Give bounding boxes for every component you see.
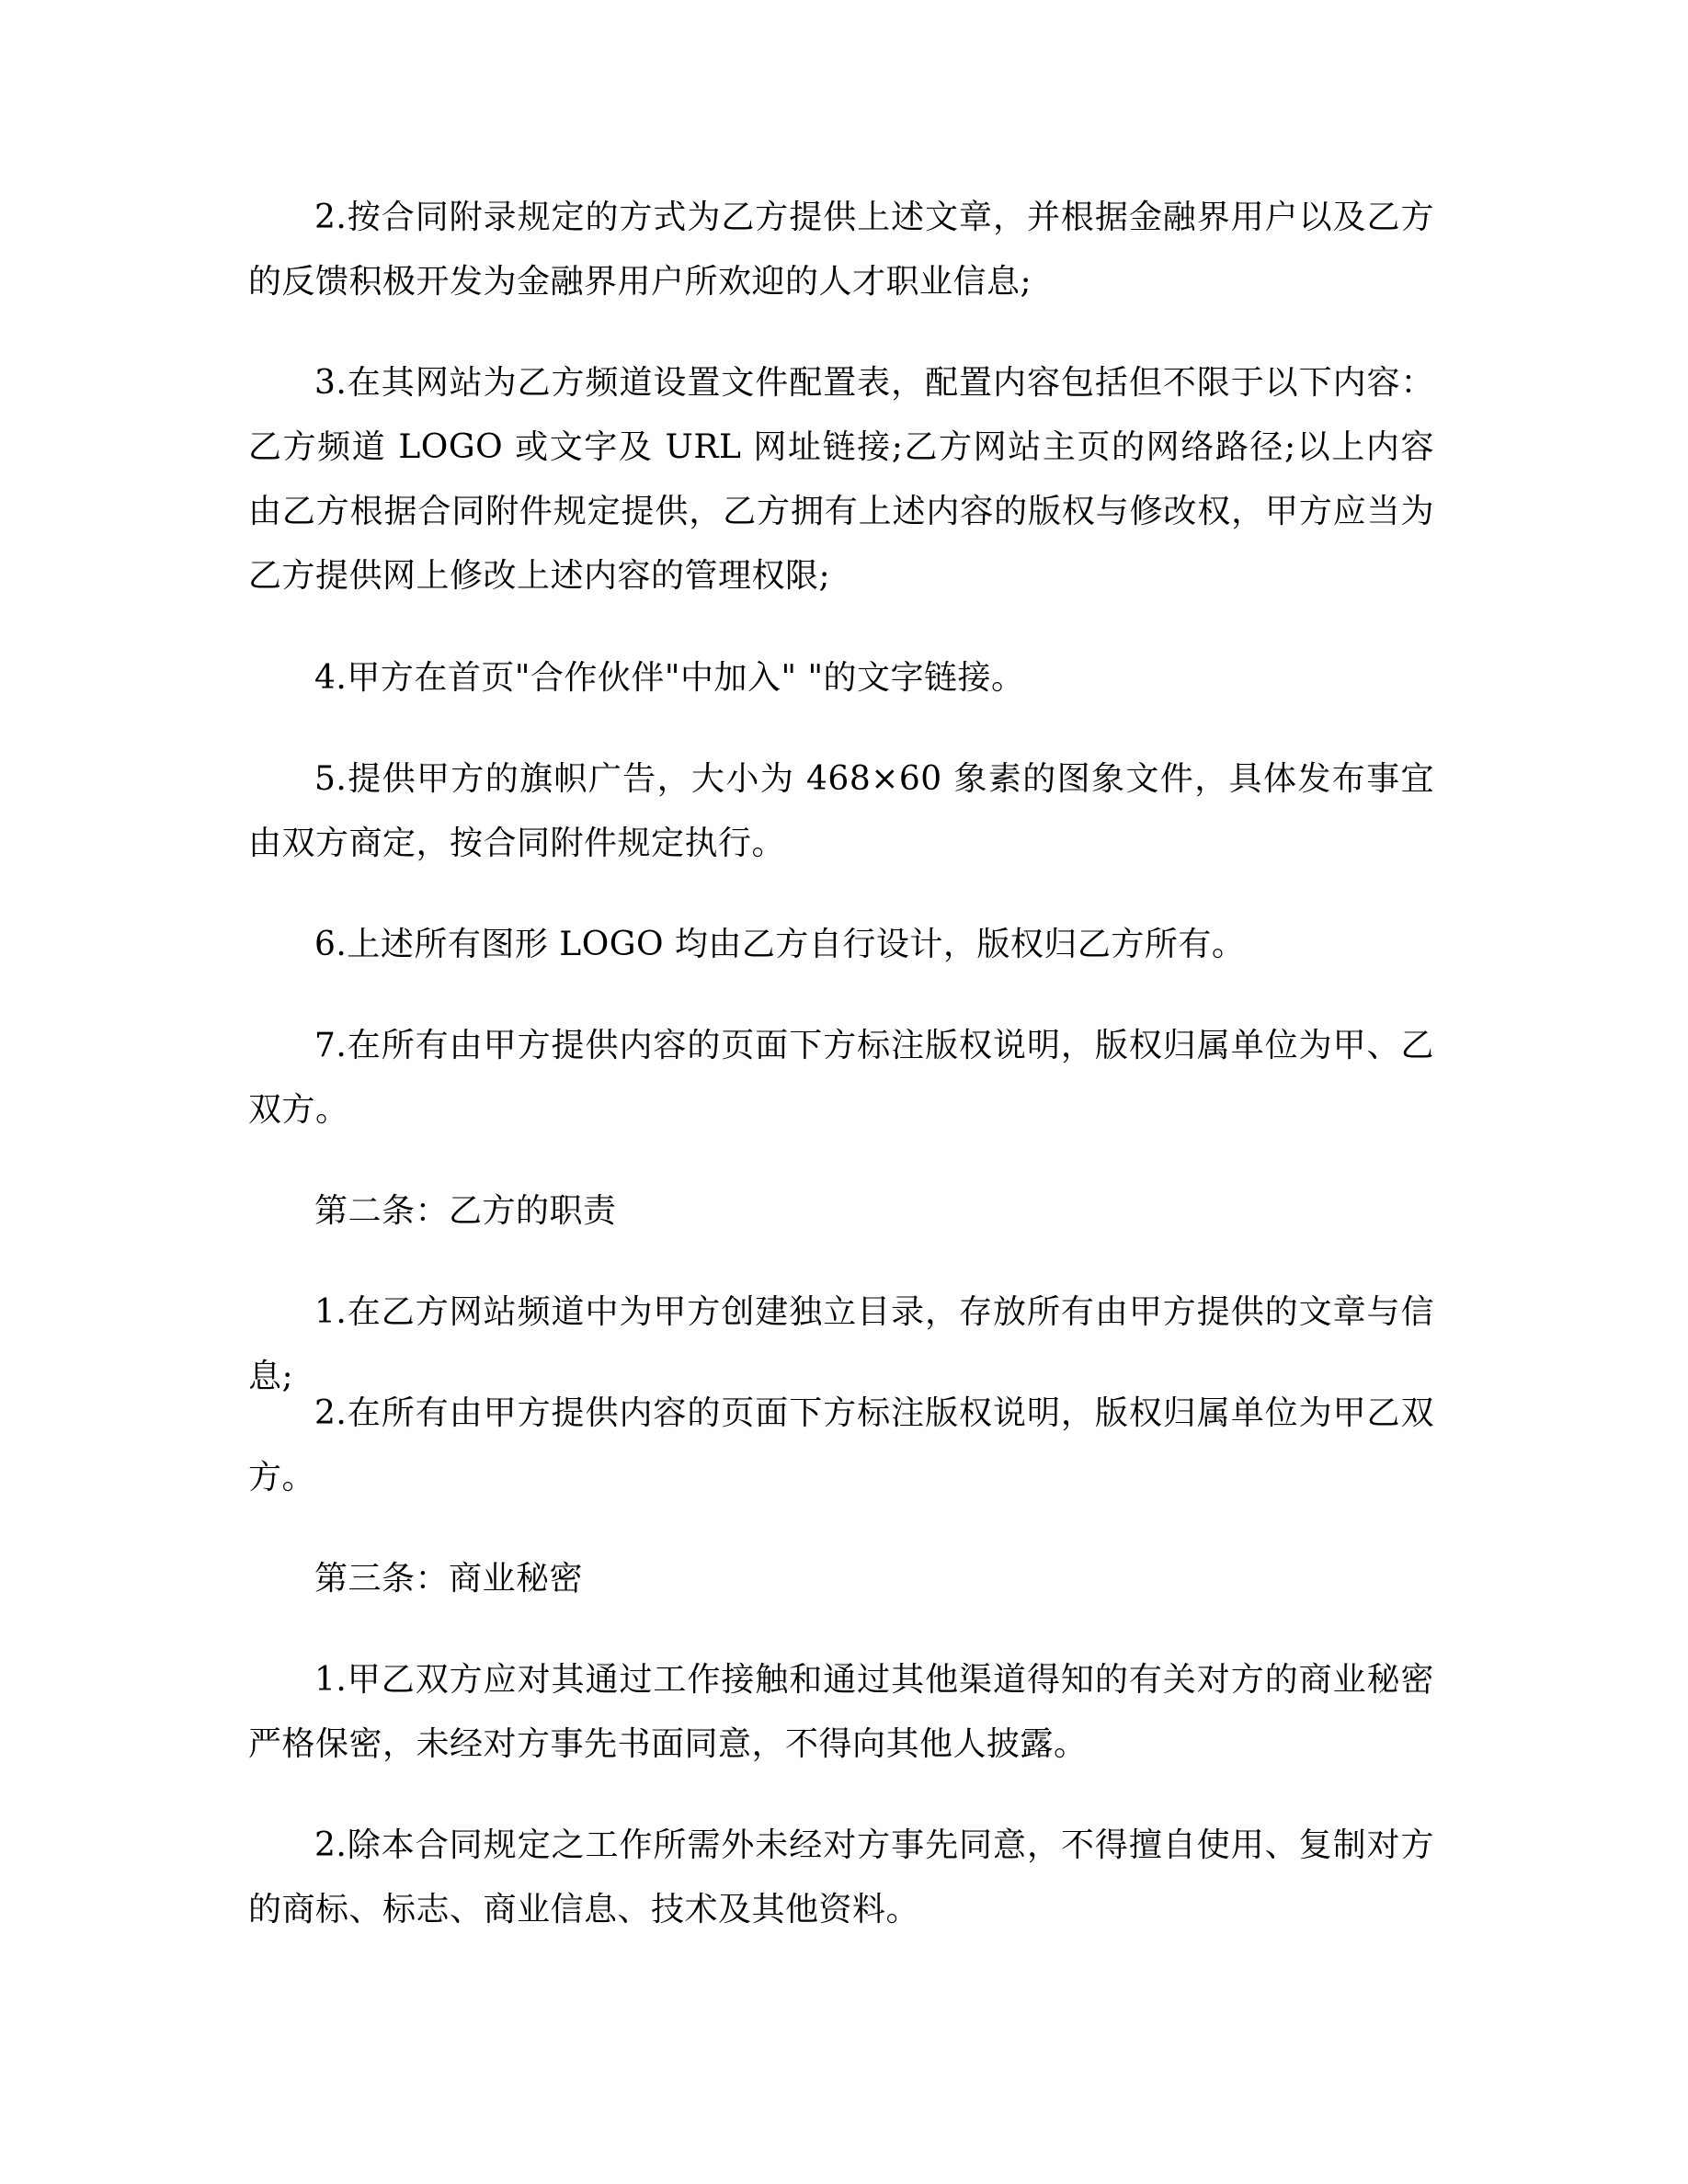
clause-1-item-3: 3.在其网站为乙方频道设置文件配置表，配置内容包括但不限于以下内容：乙方频道 LOGO 或文字及 URL 网址链接;乙方网站主页的网络路径;以上内容由乙方根据合同附件规定提供，乙方拥有上述内容的版权与修改权，甲方应当为乙方提供网上修改上述内容的管理权限; [248,364,1434,595]
clause-3-item-2: 2.除本合同规定之工作所需外未经对方事先同意，不得擅自使用、复制对方的商标、标志、商业信息、技术及其他资料。 [248,1826,1434,1928]
section-heading-article-2: 第二条：乙方的职责 [314,1192,617,1230]
clause-1-item-4: 4.甲方在首页"合作伙伴"中加入" "的文字链接。 [314,659,1025,697]
section-heading-article-3: 第三条：商业秘密 [314,1560,584,1598]
clause-1-item-6: 6.上述所有图形 LOGO 均由乙方自行设计，版权归乙方所有。 [314,926,1246,963]
clause-2-item-1: 1.在乙方网站频道中为甲方创建独立目录，存放所有由甲方提供的文章与信息; [248,1293,1434,1395]
clause-1-item-7: 7.在所有由甲方提供内容的页面下方标注版权说明，版权归属单位为甲、乙双方。 [248,1027,1434,1129]
clause-1-item-2: 2.按合同附录规定的方式为乙方提供上述文章，并根据金融界用户以及乙方的反馈积极开发为金融界用户所欢迎的人才职业信息; [248,199,1434,301]
clause-1-item-5: 5.提供甲方的旗帜广告，大小为 468×60 象素的图象文件，具体发布事宜由双方商定，按合同附件规定执行。 [248,760,1434,862]
clause-2-item-2: 2.在所有由甲方提供内容的页面下方标注版权说明，版权归属单位为甲乙双方。 [248,1394,1434,1496]
clause-3-item-1: 1.甲乙双方应对其通过工作接触和通过其他渠道得知的有关对方的商业秘密严格保密，未经对方事先书面同意，不得向其他人披露。 [248,1661,1434,1763]
